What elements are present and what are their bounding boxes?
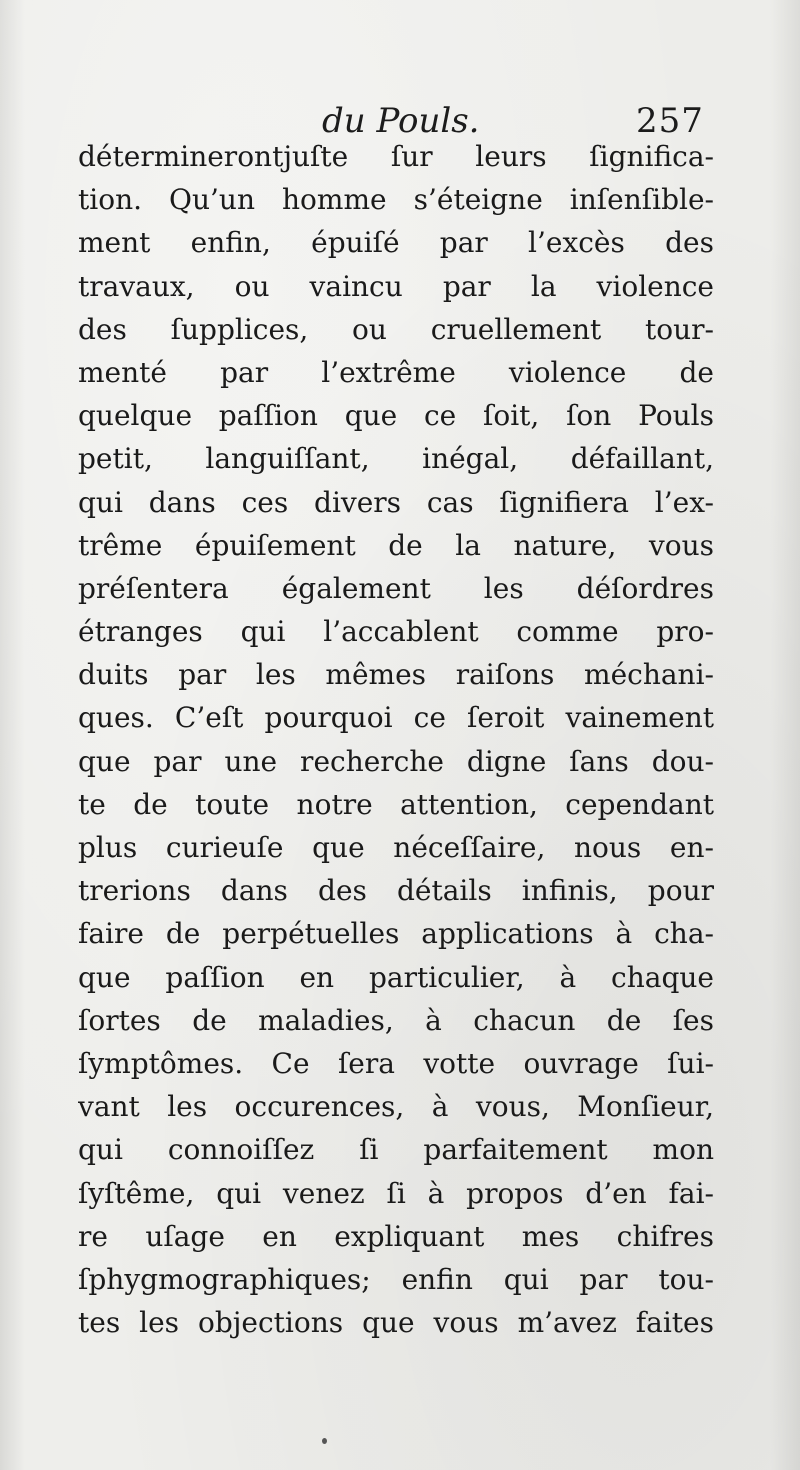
text-line: te de toute notre attention, cependant bbox=[78, 787, 714, 821]
text-line: trerions dans des détails infinis, pour bbox=[78, 874, 714, 908]
text-line: ſortes de maladies, à chacun de ſes bbox=[78, 1003, 714, 1037]
text-line: qui dans ces divers cas ſignifiera l’ex- bbox=[78, 485, 714, 519]
text-line: ment enfin, épuiſé par l’excès des bbox=[78, 226, 714, 260]
text-line: ſyſtême, qui venez ſi à propos d’en fai- bbox=[78, 1176, 714, 1210]
text-line: trême épuiſement de la nature, vous bbox=[78, 528, 714, 562]
text-line: duits par les mêmes raiſons méchani- bbox=[78, 658, 714, 692]
text-line: menté par l’extrême violence de bbox=[78, 355, 714, 389]
text-line: petit, languiſſant, inégal, défaillant, bbox=[78, 442, 714, 476]
text-line: travaux, ou vaincu par la violence bbox=[78, 269, 714, 303]
text-line: ſphygmographiques; enfin qui par tou- bbox=[78, 1262, 714, 1296]
text-line: quelque paſſion que ce ſoit, ſon Pouls bbox=[78, 399, 714, 433]
text-line: tes les objections que vous m’avez faites bbox=[78, 1306, 714, 1340]
text-line: que par une recherche digne ſans dou- bbox=[78, 744, 714, 778]
text-line: re uſage en expliquant mes chifres bbox=[78, 1219, 714, 1253]
text-line: préſentera également les déſordres bbox=[78, 571, 714, 605]
text-line: des ſupplices, ou cruellement tour- bbox=[78, 312, 714, 346]
ink-speck bbox=[322, 1438, 327, 1444]
page-number: 257 bbox=[636, 101, 704, 141]
running-title: du Pouls. bbox=[322, 101, 480, 141]
text-line: tion. Qu’un homme s’éteigne inſenſible- bbox=[78, 183, 714, 217]
text-line: plus curieuſe que néceſſaire, nous en- bbox=[78, 831, 714, 864]
text-line: faire de perpétuelles applications à cha- bbox=[78, 917, 714, 951]
body-text bbox=[78, 135, 714, 1344]
text-line: que paſſion en particulier, à chaque bbox=[78, 960, 714, 994]
text-line: étranges qui l’accablent comme pro- bbox=[78, 615, 714, 649]
text-line: ſymptômes. Ce ſera votte ouvrage ſui- bbox=[78, 1046, 714, 1080]
text-line: déterminerontjuſte ſur leurs ſignifica- bbox=[78, 140, 714, 173]
text-line: ques. C’eſt pourquoi ce ſeroit vainement bbox=[78, 701, 714, 735]
text-line: qui connoiſſez ſi parfaitement mon bbox=[78, 1133, 714, 1167]
text-line: vant les occurences, à vous, Monſieur, bbox=[78, 1090, 714, 1124]
